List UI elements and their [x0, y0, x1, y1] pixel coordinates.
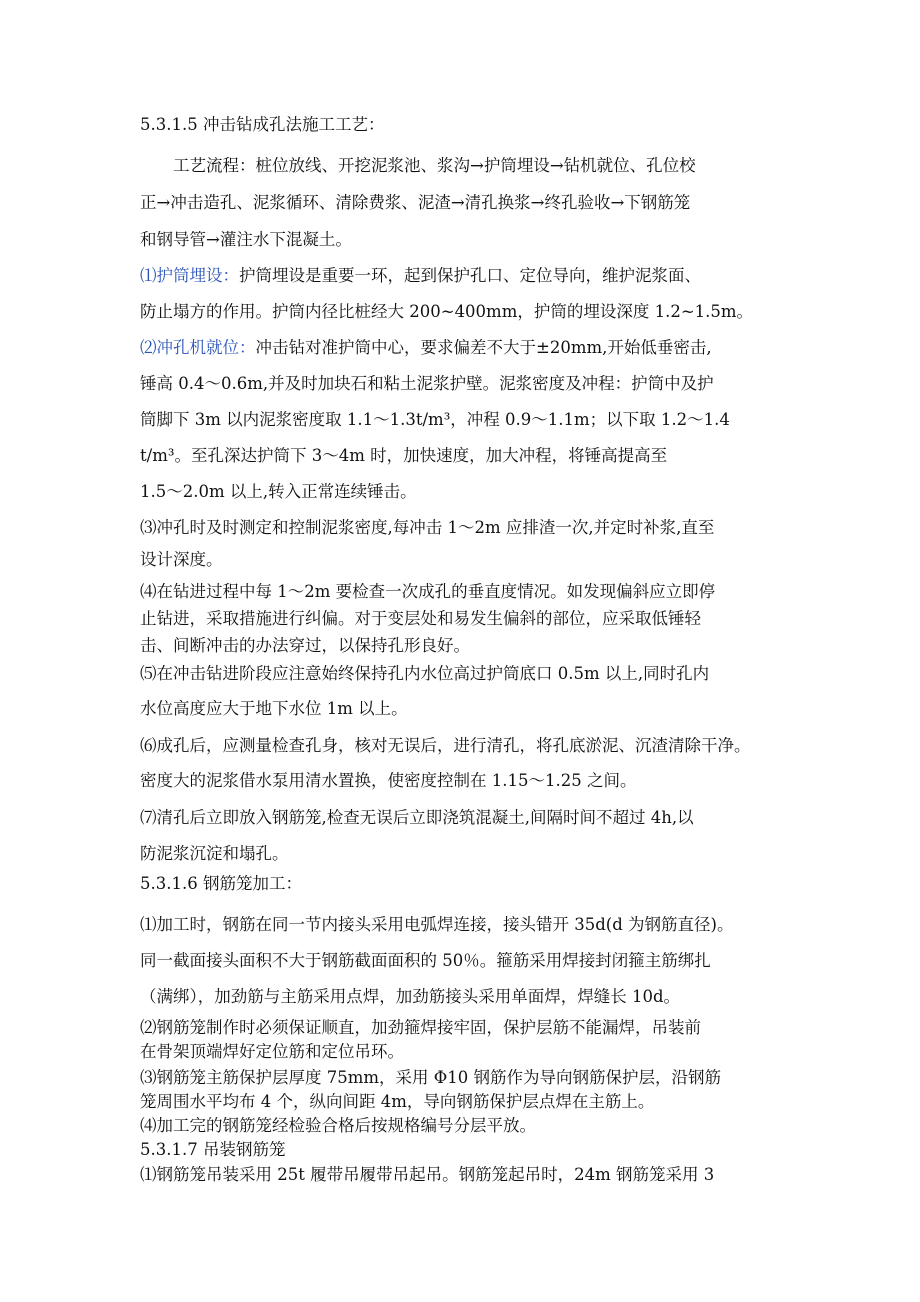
item-drill-position-text: 冲击钻对准护筒中心，要求偏差不大于±20mm,开始低垂密击,	[255, 338, 712, 357]
item-4-line-1: ⑷在钻进过程中每 1～2m 要检查一次成孔的垂直度情况。如发现偏斜应立即停	[140, 582, 716, 601]
item-7-line-1: ⑺清孔后立即放入钢筋笼,检查无误后立即浇筑混凝土,间隔时间不超过 4h,以	[140, 808, 694, 827]
item-5-line-1: ⑸在冲击钻进阶段应注意始终保持孔内水位高过护筒底口 0.5m 以上,同时孔内	[140, 664, 710, 683]
item-6-line-1: ⑹成孔后，应测量检查孔身，核对无误后，进行清孔，将孔底淤泥、沉渣清除干净。	[140, 736, 751, 755]
item-casing-line-2: 防止塌方的作用。护筒内径比桩经大 200~400mm，护筒的埋设深度 1.2~1.5m。	[140, 302, 754, 321]
cage-item-2-line-2: 在骨架顶端焊好定位筋和定位吊环。	[140, 1042, 404, 1061]
item-drill-position-line-4: t/m³。至孔深达护筒下 3～4m 时，加快速度，加大冲程，将锤高提高至	[140, 446, 668, 465]
item-drill-position-line-2: 锤高 0.4～0.6m,并及时加块石和粘土泥浆护壁。泥浆密度及冲程：护筒中及护	[140, 374, 714, 393]
item-4-line-2: 止钻进，采取措施进行纠偏。对于变层处和易发生偏斜的部位，应采取低锤轻	[140, 609, 701, 628]
item-casing-label: ⑴护筒埋设：	[140, 266, 239, 285]
item-casing-line-1	[140, 266, 701, 286]
cage-item-3-line-2: 笼周围水平均布 4 个，纵向间距 4m，导向钢筋保护层点焊在主筋上。	[140, 1092, 655, 1111]
item-4-line-3: 击、间断冲击的办法穿过，以保持孔形良好。	[140, 636, 470, 655]
item-7-line-2: 防泥浆沉淀和塌孔。	[140, 844, 289, 863]
cage-item-3-line-1: ⑶钢筋笼主筋保护层厚度 75mm，采用 Φ10 钢筋作为导向钢筋保护层，沿钢筋	[140, 1068, 722, 1087]
item-drill-position-line-1	[140, 338, 712, 358]
item-drill-position-line-5: 1.5～2.0m 以上,转入正常连续锤击。	[140, 482, 417, 501]
process-flow-line-3: 和钢导管→灌注水下混凝土。	[140, 230, 352, 249]
cage-item-1-line-2: 同一截面接头面积不大于钢筋截面面积的 50％。箍筋采用焊接封闭箍主筋绑扎	[140, 951, 711, 970]
process-flow-line-1: 工艺流程：桩位放线、开挖泥浆池、浆沟→护筒埋设→钻机就位、孔位校	[173, 156, 696, 175]
item-6-line-2: 密度大的泥浆借水泵用清水置换，使密度控制在 1.15～1.25 之间。	[140, 771, 637, 790]
process-flow-line-2: 正→冲击造孔、泥浆循环、清除费浆、泥渣→清孔换浆→终孔验收→下钢筋笼	[140, 193, 691, 212]
cage-item-1-line-3: （满绑），加劲筋与主筋采用点焊，加劲筋接头采用单面焊，焊缝长 10d。	[140, 987, 681, 1006]
item-casing-text: 护筒埋设是重要一环，起到保护孔口、定位导向，维护泥浆面、	[239, 266, 701, 285]
hoist-item-1-line-1: ⑴钢筋笼吊装采用 25t 履带吊履带吊起吊。钢筋笼起吊时，24m 钢筋笼采用 3	[140, 1165, 715, 1184]
section-heading-5-3-1-5: 5.3.1.5 冲击钻成孔法施工工艺：	[140, 115, 385, 134]
cage-item-2-line-1: ⑵钢筋笼制作时必须保证顺直，加劲箍焊接牢固，保护层筋不能漏焊，吊装前	[140, 1018, 701, 1037]
item-drill-position-line-3: 筒脚下 3m 以内泥浆密度取 1.1～1.3t/m³，冲程 0.9～1.1m；以下取 1.2～1.4	[140, 410, 730, 429]
item-3-line-1: ⑶冲孔时及时测定和控制泥浆密度,每冲击 1～2m 应排渣一次,并定时补浆,直至	[140, 518, 715, 537]
cage-item-4: ⑷加工完的钢筋笼经检验合格后按规格编号分层平放。	[140, 1116, 536, 1135]
item-drill-position-label: ⑵冲孔机就位：	[140, 338, 256, 357]
item-5-line-2: 水位高度应大于地下水位 1m 以上。	[140, 699, 408, 718]
item-3-line-2: 设计深度。	[140, 550, 223, 569]
section-heading-5-3-1-6: 5.3.1.6 钢筋笼加工：	[140, 874, 302, 893]
section-heading-5-3-1-7: 5.3.1.7 吊装钢筋笼	[140, 1140, 286, 1159]
cage-item-1-line-1: ⑴加工时，钢筋在同一节内接头采用电弧焊连接，接头错开 35d(d 为钢筋直径)。	[140, 915, 734, 934]
